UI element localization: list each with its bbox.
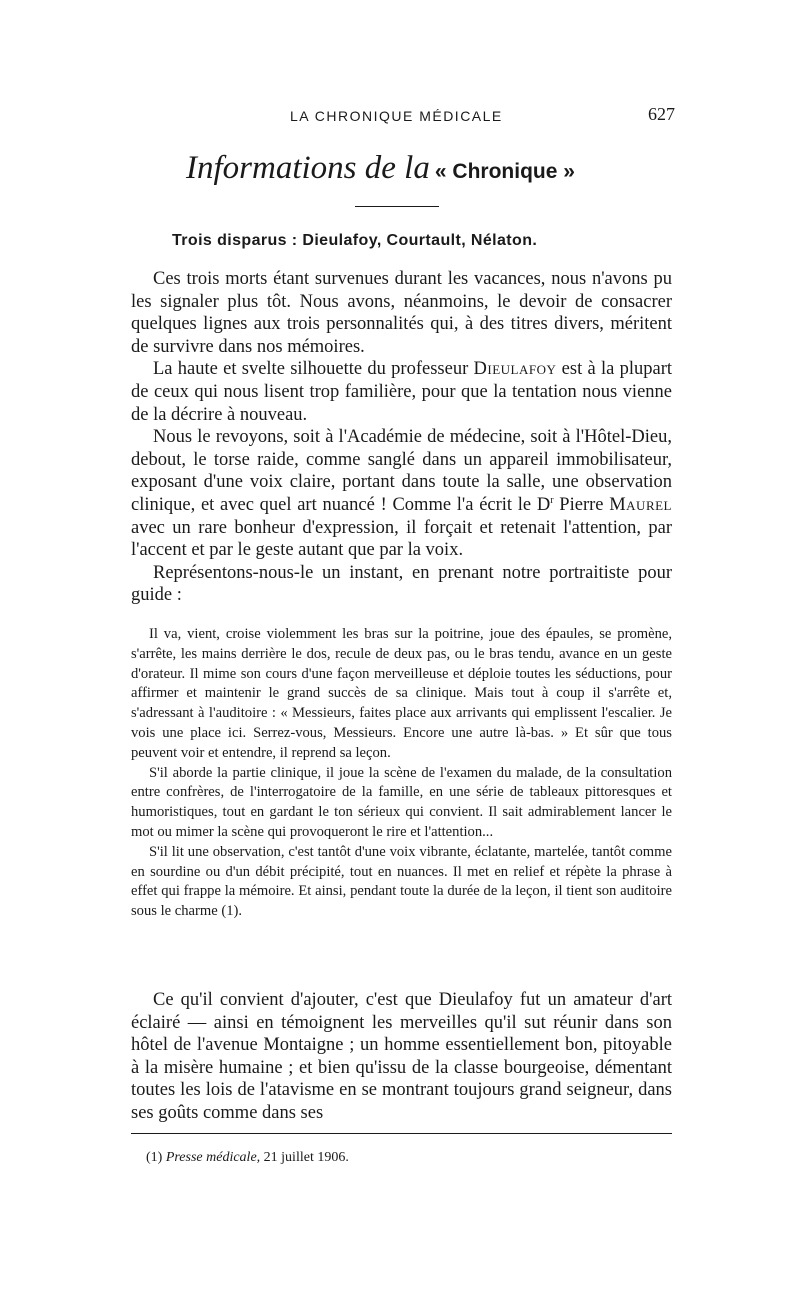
paragraph-5: Ce qu'il convient d'ajouter, c'est que Dieulafoy fut un amateur d'art éclairé — ainsi en témoignent les merveilles qu'il sut réunir dans son hôtel de l'avenue Montaigne ; un homme essentiellement bon, pitoyable à la misère humaine ; et bien qu'issu de la classe bourgeoise, démentant toutes les lois de l'atavisme en se montrant toujours grand seigneur, dans ses goûts comme dans ses [131, 990, 672, 1123]
article-body-top [131, 268, 672, 607]
footnote-date: 21 juillet 1906. [263, 1150, 349, 1165]
paragraph-3-text-a: Nous le revoyons, soit à l'Académie de médecine, soit à l'Hôtel-Dieu, debout, le torse raide, comme sanglé dans un appareil immobilisateur, exposant d'une voix claire, portant dans toute la salle, une observation clinique, et avec quel art nuancé ! Comme l'a écrit le D [131, 427, 672, 515]
paragraph-3 [131, 426, 672, 562]
paragraph-1: Ces trois morts étant survenues durant les vacances, nous n'avons pu les signaler plus tôt. Nous avons, néanmoins, le devoir de consacrer quelques lignes aux trois personnalités qui, à des titres divers, méritent de survivre dans nos mémoires. [131, 269, 672, 357]
title-divider [355, 206, 439, 207]
paragraph-3-text-b: Pierre [553, 494, 610, 515]
page-number: 627 [648, 104, 675, 124]
footnote-source: Presse médicale, [165, 1150, 261, 1165]
section-title-italic: Informations de la [186, 150, 430, 186]
paragraph-2 [131, 358, 672, 426]
footnote-marker: (1) [146, 1150, 163, 1165]
section-title [186, 150, 646, 187]
article-body-bottom [131, 989, 672, 1125]
paragraph-3-text-c: avec un rare bonheur d'expression, il forçait et retenait l'attention, par l'accent et par le geste autant que par la voix. [131, 517, 672, 561]
running-title: LA CHRONIQUE MÉDICALE [290, 108, 503, 124]
block-quote [131, 625, 672, 922]
paragraph-2-text-b: est à la plupart de ceux qui nous lisent trop familière, pour que la tentation nous vienne de la décrire à nouveau. [131, 359, 673, 425]
article-subhead: Trois disparus : Dieulafoy, Courtault, Nélaton. [172, 232, 538, 249]
quote-paragraph-1: Il va, vient, croise violemment les bras sur la poitrine, joue des épaules, se promène, s'arrête, les mains derrière le dos, recule de deux pas, ou le bras tendu, avance en un geste d'orateur. Il mime son cours d'une façon merveilleuse et déploie toutes les séductions, pour affirmer et maintenir le grand succès de sa clinique. Mais tout à coup il s'arrête et, s'adressant à l'auditoire : « Messieurs, faites place aux arrivants qui emplissent l'escalier. Je vois une place ici. Serrez-vous, Messieurs. Encore une autre là-bas. » Et sûr que tous peuvent voir et entendre, il reprend sa leçon. [131, 626, 672, 761]
quote-paragraph-3: S'il lit une observation, c'est tantôt d'une voix vibrante, éclatante, martelée, tantôt comme en sourdine ou d'un débit précipité, tout en nuances. Il met en relief et répète la phrase à effet qui frappe la mémoire. Et ainsi, pendant toute la durée de la leçon, il tient son auditoire sous le charme (1). [131, 843, 672, 920]
name-maurel: Maurel [609, 494, 672, 515]
paragraph-2-text-a: La haute et svelte silhouette du professeur [153, 359, 474, 380]
section-title-chronique: « Chronique » [434, 160, 575, 183]
name-dieulafoy: Dieulafoy [473, 359, 557, 380]
doctor-superscript: r [550, 494, 554, 506]
footnote [146, 1150, 349, 1166]
quote-paragraph-2: S'il aborde la partie clinique, il joue la scène de l'examen du malade, de la consultation entre confrères, de l'interrogatoire de la famille, en une série de tableaux pittoresques et humoristiques, tout en gardant le ton sérieux qui convient. Il sait admirablement lancer le mot ou mimer la scène qui provoqueront le rire et l'attention... [131, 764, 672, 840]
paragraph-4: Représentons-nous-le un instant, en prenant notre portraitiste pour guide : [131, 562, 672, 606]
footnote-divider [131, 1133, 672, 1134]
